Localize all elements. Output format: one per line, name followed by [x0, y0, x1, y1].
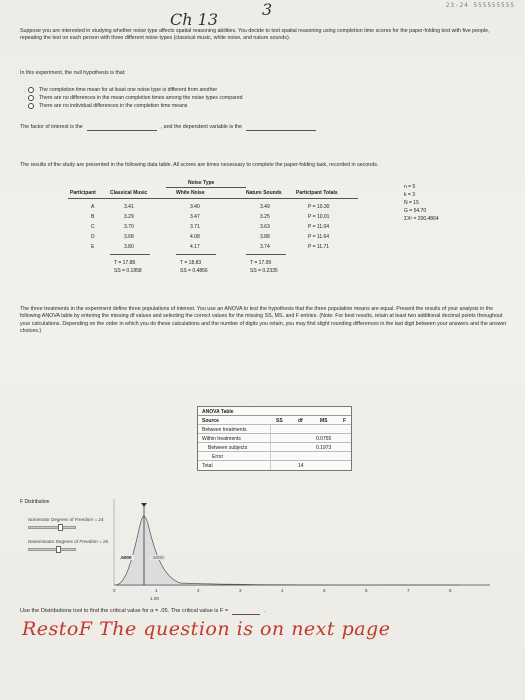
anova-ms-value: 0.1973 — [316, 445, 332, 451]
noise-type-header: Noise Type — [188, 180, 215, 186]
x-tick: 7 — [407, 588, 410, 593]
table-cell: 3.68 — [124, 234, 134, 240]
table-cell: 3.40 — [190, 204, 200, 210]
table-cell: P = 10.01 — [308, 214, 330, 220]
anova-ms-value: 0.0755 — [316, 436, 332, 442]
x-tick: 6 — [365, 588, 368, 593]
column-total: T = 17.99 — [250, 260, 272, 266]
col-white-noise: White Noise — [176, 190, 205, 196]
anova-df-value: 14 — [298, 463, 304, 469]
null-hypothesis-options — [28, 86, 242, 110]
table-cell: 3.71 — [190, 224, 200, 230]
column-total: T = 17.88 — [114, 260, 136, 266]
table-cell: 3.74 — [260, 244, 270, 250]
table-cell: E — [91, 244, 95, 250]
marker-handle-icon[interactable] — [141, 503, 147, 507]
x-tick: 1 — [155, 588, 158, 593]
summary-k: k = 3 — [404, 192, 415, 198]
summary-sumx2: ΣX² = 200.4864 — [404, 216, 439, 222]
summary-n: n = 5 — [404, 184, 416, 190]
x-tick: 2 — [197, 588, 200, 593]
table-cell: 3.70 — [124, 224, 134, 230]
column-ss: SS = 0.1858 — [114, 268, 142, 274]
null-hypothesis-question: In this experiment, the null hypothesis is that: — [20, 70, 126, 76]
table-cell: P = 11.04 — [308, 224, 330, 230]
table-cell: 3.29 — [124, 214, 134, 220]
column-ss: SS = 0.2335 — [250, 268, 278, 274]
distribution-tool — [20, 489, 510, 605]
divider — [110, 254, 150, 255]
anova-table — [197, 406, 352, 471]
table-cell: P = 11.64 — [308, 234, 330, 240]
x-tick: 4 — [281, 588, 284, 593]
table-cell: 3.47 — [190, 214, 200, 220]
column-ss: SS = 0.4866 — [180, 268, 208, 274]
table-cell: D — [91, 234, 95, 240]
handwritten-note: RestoF The question is on next page — [22, 618, 391, 640]
col-participant-totals: Participant Totals — [296, 190, 338, 196]
table-cell: 3.80 — [124, 244, 134, 250]
top-strip: 23-24 555555555 — [445, 2, 515, 9]
x-tick: 5 — [323, 588, 326, 593]
table-cell: P = 10.30 — [308, 204, 330, 210]
anova-instructions: The three treatments in the experiment define three populations of interest. You use an ANOVA to test the hypothesis that the three population means are equal. Present the results of your analysis in the following ANOVA table by entering the missing df values and selecting the correct values for the missing SS, MS, and F entries. (Note: For best results, retain at least two additional decimal points throughout your calculations. Depending on the order in which you do these calculations and the number of digits you retain, you may find slight rounding differences in the last digit between your answers and the answer choices.) — [20, 306, 507, 335]
results-sentence: The results of the study are presented in the following data table. All scores are times necessary to complete the paper-folding task, recorded in seconds. — [20, 162, 379, 168]
x-tick: 0 — [113, 588, 116, 593]
critical-value-input[interactable] — [232, 609, 260, 615]
intro-paragraph: Suppose you are interested in studying whether noise type affects spatial reasoning abilities. You decide to test spatial reasoning using completion time scores for the paper-folding test with five people, repeating the test on each person with three different noise types (classical music, white noise, and nature sounds). — [20, 28, 490, 42]
anova-row-total: Total 14 — [202, 463, 304, 469]
divider — [166, 187, 246, 188]
f-density-curve — [116, 516, 460, 585]
distribution-tool-label: F Distribution — [20, 499, 50, 505]
numerator-df-slider[interactable] — [28, 526, 76, 529]
anova-row-between-treatments: Between treatments — [198, 425, 351, 434]
divider — [246, 254, 286, 255]
radio-button[interactable] — [28, 87, 34, 93]
null-option-2[interactable]: There are no differences in the mean completion times among the noise types compared — [28, 94, 242, 102]
denominator-df-slider[interactable] — [28, 548, 76, 551]
summary-N: N = 15 — [404, 200, 419, 206]
radio-button[interactable] — [28, 95, 34, 101]
denominator-slider-knob[interactable] — [56, 546, 61, 553]
divider — [68, 198, 358, 199]
null-option-1[interactable]: The completion time mean for at least one noise type is different from another — [28, 86, 242, 94]
table-cell: 3.63 — [260, 224, 270, 230]
right-tail-area: .5000 — [152, 555, 164, 560]
col-classical-music: Classical Music — [110, 190, 148, 196]
x-tick: 8 — [449, 588, 452, 593]
table-cell: A — [91, 204, 95, 210]
summary-G: G = 54.70 — [404, 208, 427, 214]
dependent-variable-dropdown[interactable] — [246, 125, 316, 131]
radio-button[interactable] — [28, 103, 34, 109]
left-tail-area: .5000 — [120, 555, 132, 560]
handwritten-number: 3 — [262, 0, 273, 19]
table-cell: P = 11.71 — [308, 244, 330, 250]
denominator-df-label: Denominator Degrees of Freedom = 26 — [28, 539, 109, 544]
anova-title: ANOVA Table — [198, 407, 351, 416]
numerator-df-label: Numerator Degrees of Freedom = 24 — [28, 517, 104, 522]
table-cell: B — [91, 214, 95, 220]
table-cell: 4.08 — [190, 234, 200, 240]
anova-header-row: Source SS df MS F — [198, 416, 351, 425]
column-total: T = 18.83 — [180, 260, 202, 266]
divider — [176, 254, 216, 255]
x-tick: 3 — [239, 588, 242, 593]
table-cell: 3.88 — [260, 234, 270, 240]
anova-row-within-treatments: Within treatments 0.0755 — [198, 434, 351, 443]
table-cell: 4.17 — [190, 244, 200, 250]
anova-row-between-subjects: Between subjects 0.1973 — [198, 443, 351, 452]
anova-row-error: Error — [198, 452, 351, 461]
numerator-slider-knob[interactable] — [58, 524, 63, 531]
table-cell: C — [91, 224, 95, 230]
col-participant: Participant — [70, 190, 96, 196]
factor-dropdown[interactable] — [87, 125, 157, 131]
null-option-3[interactable]: There are no individual differences in the completion time means — [28, 102, 242, 110]
f-distribution-chart — [20, 489, 510, 605]
table-cell: 3.25 — [260, 214, 270, 220]
critical-value-question: Use the Distributions tool to find the critical value for α = .05. The critical value is F = . — [20, 608, 266, 614]
handwritten-chapter: Ch 13 — [170, 10, 218, 29]
table-cell: 3.49 — [260, 204, 270, 210]
table-cell: 3.41 — [124, 204, 134, 210]
col-nature-sounds: Nature Sounds — [246, 190, 282, 196]
marker-value: 1.00 — [150, 596, 159, 601]
factor-sentence: The factor of interest is the , and the dependent variable is the — [20, 124, 320, 131]
